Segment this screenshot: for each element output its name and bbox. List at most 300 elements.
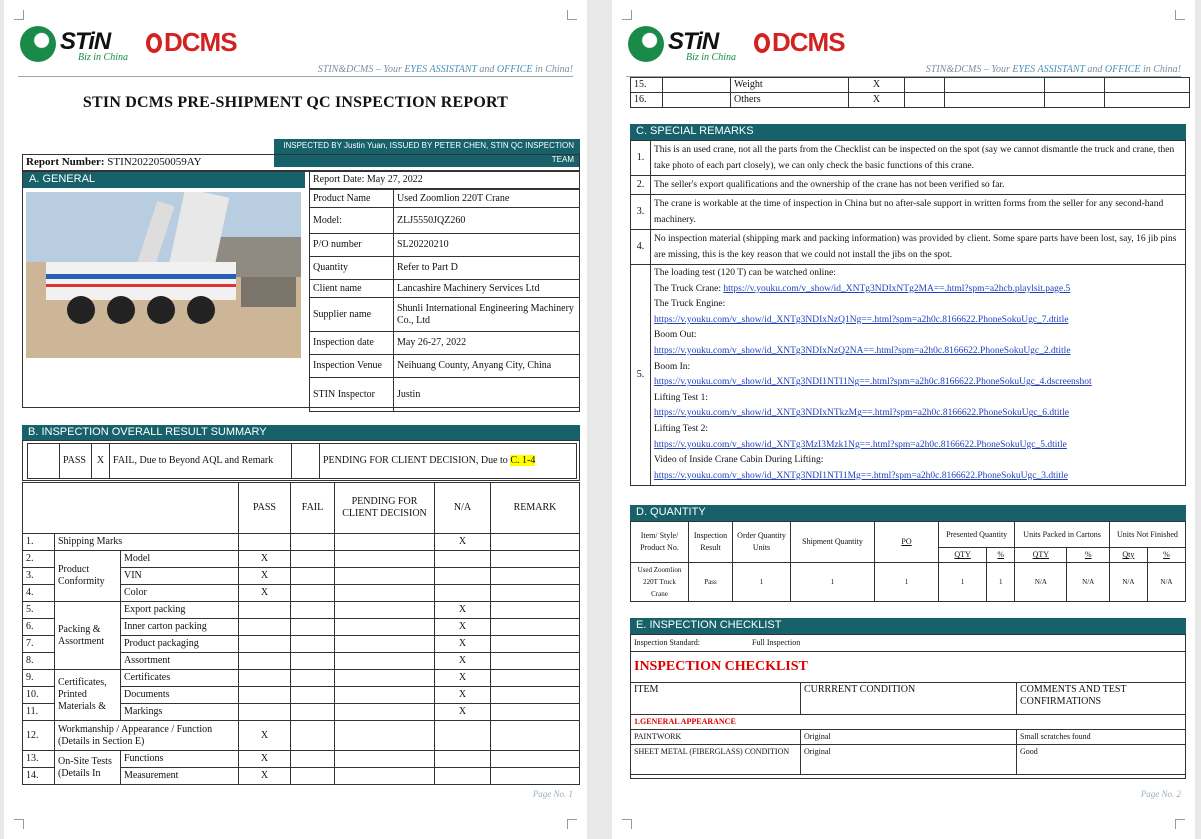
row-pass bbox=[239, 602, 291, 619]
row-pass bbox=[239, 619, 291, 636]
row-fail bbox=[905, 93, 945, 108]
row-fail bbox=[905, 78, 945, 93]
section-b-header: B. INSPECTION OVERALL RESULT SUMMARY bbox=[22, 425, 580, 440]
header-pending: PENDING FOR CLIENT DECISION bbox=[335, 483, 435, 534]
brand-biz: Biz in China bbox=[686, 52, 737, 63]
row-pass: X bbox=[849, 78, 905, 93]
qty-sub-qty: QTY bbox=[939, 548, 987, 563]
checklist-header-item: ITEM bbox=[631, 683, 801, 715]
general-row bbox=[310, 355, 580, 378]
summary-fail: FAIL, Due to Beyond AQL and Remark bbox=[110, 444, 292, 479]
section-c-header: C. SPECIAL REMARKS bbox=[630, 124, 1186, 140]
row-remark bbox=[491, 768, 580, 785]
hook-icon bbox=[146, 33, 162, 53]
row-remark bbox=[491, 602, 580, 619]
row-pass bbox=[239, 704, 291, 721]
video-link[interactable]: https://v.youku.com/v_show/id_XNTg3NDIxNTg2MA==.html?spm=a2hcb.playlsit.page.5 bbox=[723, 283, 1071, 294]
general-label: Product Name bbox=[310, 190, 394, 208]
qty-header-shipment: Shipment Quantity bbox=[791, 522, 875, 563]
margin-mark bbox=[14, 819, 24, 829]
row-na bbox=[435, 768, 491, 785]
row-no: 10. bbox=[23, 687, 55, 704]
remark-line bbox=[654, 438, 1182, 454]
general-row bbox=[310, 332, 580, 355]
margin-mark bbox=[622, 10, 632, 20]
general-row bbox=[310, 190, 580, 208]
qty-sub-pct: % bbox=[1067, 548, 1109, 563]
report-page-2 bbox=[612, 0, 1195, 839]
inspection-standard: Full Inspection bbox=[752, 638, 801, 647]
row-group bbox=[663, 93, 731, 108]
stin-dcms-logo bbox=[626, 24, 866, 66]
brand-stin: STiN bbox=[668, 28, 719, 55]
remark-text: This is an used crane, not all the parts from the Checklist can be inspected on the spot (say we cannot dismantle the truck and crane, then take photo of each part closely), we can only check the basic functions of this crane. bbox=[651, 141, 1186, 176]
video-link[interactable]: https://v.youku.com/v_show/id_XNTg3NDIxNTkzMg==.html?spm=a2h0c.8166622.PhoneSokuUgc_6.dtitle bbox=[654, 408, 1069, 419]
brand-dcms-text: DCMS bbox=[164, 27, 237, 57]
row-pending bbox=[335, 568, 435, 585]
row-item: Workmanship / Appearance / Function (Details in Section E) bbox=[55, 721, 239, 751]
row-no: 3. bbox=[23, 568, 55, 585]
row-fail bbox=[291, 687, 335, 704]
row-na: X bbox=[435, 619, 491, 636]
row-fail bbox=[291, 619, 335, 636]
general-value: May 26-27, 2022 bbox=[394, 332, 580, 355]
qty-header-item: Item/ Style/ Product No. bbox=[631, 522, 689, 563]
row-na bbox=[1045, 78, 1105, 93]
row-remark bbox=[491, 653, 580, 670]
row-pending bbox=[945, 93, 1045, 108]
qty-presented-qty: 1 bbox=[939, 563, 987, 602]
row-pending bbox=[335, 687, 435, 704]
row-remark bbox=[1105, 78, 1190, 93]
row-no: 16. bbox=[631, 93, 663, 108]
general-label: Supplier name bbox=[310, 298, 394, 332]
row-item: Functions bbox=[121, 751, 239, 768]
remark-videos bbox=[651, 265, 1186, 486]
remark-text: The seller's export qualifications and the ownership of the crane has not been verified so far. bbox=[651, 176, 1186, 195]
row-item: Certificates bbox=[121, 670, 239, 687]
general-appearance-heading: 1.GENERAL APPEARANCE bbox=[631, 715, 1186, 730]
qty-packed-pct: N/A bbox=[1067, 563, 1109, 602]
stin-dcms-logo bbox=[18, 24, 258, 66]
result-header-row bbox=[23, 483, 580, 534]
qty-header-notfinished: Units Not Finished bbox=[1109, 522, 1185, 548]
quantity-table bbox=[630, 521, 1186, 602]
row-fail bbox=[291, 551, 335, 568]
brand-dcms bbox=[146, 27, 237, 58]
row-na: X bbox=[435, 636, 491, 653]
row-pass: X bbox=[239, 585, 291, 602]
row-pending bbox=[335, 653, 435, 670]
hook-icon bbox=[754, 33, 770, 53]
divider bbox=[630, 651, 1186, 652]
general-value: Used Zoomlion 220T Crane bbox=[394, 190, 580, 208]
row-item: Assortment bbox=[121, 653, 239, 670]
row-item: Export packing bbox=[121, 602, 239, 619]
qty-sub-pct: % bbox=[1147, 548, 1185, 563]
general-value: Neihuang County, Anyang City, China bbox=[394, 355, 580, 378]
tagline-part: and bbox=[1084, 64, 1105, 75]
row-no: 14. bbox=[23, 768, 55, 785]
report-date: Report Date: May 27, 2022 bbox=[309, 172, 579, 189]
qty-sub-pct: % bbox=[987, 548, 1015, 563]
general-value: SL20220210 bbox=[394, 234, 580, 257]
qty-item: Used Zoomlion 220T Truck Crane bbox=[631, 563, 689, 602]
remark-row bbox=[631, 176, 1186, 195]
row-no: 4. bbox=[23, 585, 55, 602]
checklist-item: SHEET METAL (FIBERGLASS) CONDITION bbox=[631, 745, 801, 775]
row-pass: X bbox=[239, 551, 291, 568]
row-pass: X bbox=[849, 93, 905, 108]
margin-mark bbox=[14, 10, 24, 20]
section-e-header: E. INSPECTION CHECKLIST bbox=[630, 618, 1186, 634]
remark-line bbox=[654, 282, 1182, 298]
row-pass bbox=[239, 653, 291, 670]
summary-table bbox=[27, 443, 577, 479]
result-row bbox=[23, 670, 580, 687]
summary-blank bbox=[28, 444, 60, 479]
row-pass bbox=[239, 670, 291, 687]
row-fail bbox=[291, 585, 335, 602]
result-row bbox=[23, 602, 580, 619]
remark-line bbox=[654, 328, 1182, 344]
checklist-comments: Good bbox=[1017, 745, 1186, 775]
general-row bbox=[310, 280, 580, 298]
checklist-table bbox=[630, 682, 1186, 775]
general-label: P/O number bbox=[310, 234, 394, 257]
section-d-header: D. QUANTITY bbox=[630, 505, 1186, 521]
remark-row bbox=[631, 265, 1186, 486]
report-number: STIN2022050059AY bbox=[107, 156, 202, 168]
row-pending bbox=[335, 551, 435, 568]
row-item: Product packaging bbox=[121, 636, 239, 653]
video-label: Lifting Test 1: bbox=[654, 392, 709, 403]
tagline-part: and bbox=[476, 64, 497, 75]
row-pass bbox=[239, 636, 291, 653]
general-value: Justin bbox=[394, 378, 580, 412]
remark-row bbox=[631, 141, 1186, 176]
crane-photo-image bbox=[26, 192, 301, 358]
tagline-eyes: EYES ASSISTANT bbox=[404, 64, 477, 75]
row-fail bbox=[291, 602, 335, 619]
row-pass bbox=[239, 534, 291, 551]
row-item: Shipping Marks bbox=[55, 534, 239, 551]
checklist-header-comments: COMMENTS AND TEST CONFIRMATIONS bbox=[1017, 683, 1186, 715]
general-row bbox=[310, 298, 580, 332]
qty-header-presented: Presented Quantity bbox=[939, 522, 1015, 548]
general-label: Inspection Venue bbox=[310, 355, 394, 378]
video-label: Video of Inside Crane Cabin During Lifting: bbox=[654, 455, 824, 466]
remark-line bbox=[654, 406, 1182, 422]
tagline-part: STIN&DCMS – Your bbox=[925, 64, 1013, 75]
qty-header-po: PO bbox=[875, 522, 939, 563]
general-value: Shunli International Engineering Machinery Co., Ltd bbox=[394, 298, 580, 332]
row-na: X bbox=[435, 704, 491, 721]
remark-text: No inspection material (shipping mark and packing information) was provided by client. Some spare parts have been lost, say, 16 jib pins are missing, this is the key reason that we could not install the jibs on the spot. bbox=[651, 230, 1186, 265]
row-pending bbox=[945, 78, 1045, 93]
inspection-standard-label: Inspection Standard: bbox=[634, 638, 700, 647]
qty-sub-qty: Qty bbox=[1109, 548, 1147, 563]
video-link[interactable]: https://v.youku.com/v_show/id_XNTg3NDI1NTI1Mg==.html?spm=a2h0c.8166622.PhoneSokuUgc_3.dtitle bbox=[654, 470, 1068, 481]
tagline-part: STIN&DCMS – Your bbox=[317, 64, 405, 75]
row-fail bbox=[291, 704, 335, 721]
tagline-part: in China! bbox=[532, 64, 573, 75]
inspected-by-bar: INSPECTED BY Justin Yuan, ISSUED BY PETER CHEN, STIN QC INSPECTION TEAM bbox=[274, 139, 580, 167]
row-na: X bbox=[435, 653, 491, 670]
qty-header-result: Inspection Result bbox=[689, 522, 733, 563]
row-remark bbox=[491, 687, 580, 704]
row-no: 11. bbox=[23, 704, 55, 721]
qty-shipment: 1 bbox=[791, 563, 875, 602]
general-row bbox=[310, 234, 580, 257]
row-na bbox=[435, 568, 491, 585]
header-pass: PASS bbox=[239, 483, 291, 534]
margin-mark bbox=[567, 10, 577, 20]
row-no: 12. bbox=[23, 721, 55, 751]
row-fail bbox=[291, 721, 335, 751]
row-fail bbox=[291, 636, 335, 653]
brand-biz: Biz in China bbox=[78, 52, 129, 63]
pending-text: PENDING FOR CLIENT DECISION, Due to bbox=[323, 455, 511, 466]
page-number: Page No. 2 bbox=[1140, 789, 1181, 799]
row-pending bbox=[335, 670, 435, 687]
tagline-eyes: EYES ASSISTANT bbox=[1012, 64, 1085, 75]
special-remarks-table bbox=[630, 140, 1186, 486]
video-link[interactable]: https://v.youku.com/v_show/id_XNTg3MzI3Mzk1Ng==.html?spm=a2h0c.8166622.PhoneSokuUgc_5.dtitle bbox=[654, 439, 1067, 450]
remark-no: 4. bbox=[631, 230, 651, 265]
row-no: 15. bbox=[631, 78, 663, 93]
row-fail bbox=[291, 568, 335, 585]
row-pending bbox=[335, 721, 435, 751]
checklist-item: PAINTWORK bbox=[631, 730, 801, 745]
row-na: X bbox=[435, 687, 491, 704]
qty-header-packed: Units Packed in Cartons bbox=[1015, 522, 1110, 548]
row-item: Others bbox=[731, 93, 849, 108]
general-row bbox=[310, 208, 580, 234]
general-row bbox=[310, 257, 580, 280]
stin-swirl-icon bbox=[20, 26, 56, 62]
row-remark bbox=[491, 704, 580, 721]
section-a-header: A. GENERAL bbox=[23, 172, 305, 188]
row-no: 2. bbox=[23, 551, 55, 568]
general-info-table bbox=[309, 189, 580, 412]
header-na: N/A bbox=[435, 483, 491, 534]
row-remark bbox=[1105, 93, 1190, 108]
remark-line bbox=[654, 344, 1182, 360]
row-item: Measurement bbox=[121, 768, 239, 785]
report-number-label: Report Number: bbox=[26, 156, 105, 168]
checklist-header-condition: CURRRENT CONDITION bbox=[801, 683, 1017, 715]
row-pending bbox=[335, 585, 435, 602]
result-table-continued bbox=[630, 77, 1190, 108]
margin-mark bbox=[622, 819, 632, 829]
summary-pass: PASS bbox=[60, 444, 92, 479]
remark-line bbox=[654, 313, 1182, 329]
result-summary-table bbox=[22, 482, 580, 785]
row-remark bbox=[491, 585, 580, 602]
row-item: Inner carton packing bbox=[121, 619, 239, 636]
brand-dcms-text: DCMS bbox=[772, 27, 845, 57]
report-number-row bbox=[22, 154, 580, 171]
tagline bbox=[318, 64, 573, 75]
qty-presented-pct: 1 bbox=[987, 563, 1015, 602]
row-group: On-Site Tests (Details In bbox=[55, 751, 121, 785]
row-remark bbox=[491, 636, 580, 653]
qty-po: 1 bbox=[875, 563, 939, 602]
row-item: VIN bbox=[121, 568, 239, 585]
row-pass: X bbox=[239, 751, 291, 768]
row-no: 6. bbox=[23, 619, 55, 636]
header-remark: REMARK bbox=[491, 483, 580, 534]
remark-line bbox=[654, 297, 1182, 313]
row-na bbox=[435, 721, 491, 751]
general-row bbox=[310, 378, 580, 412]
row-group: Packing & Assortment bbox=[55, 602, 121, 670]
summary-pending bbox=[320, 444, 577, 479]
remark-no: 5. bbox=[631, 265, 651, 486]
row-na: X bbox=[435, 534, 491, 551]
row-na: X bbox=[435, 602, 491, 619]
row-pending bbox=[335, 768, 435, 785]
row-fail bbox=[291, 670, 335, 687]
report-page-1 bbox=[4, 0, 587, 839]
row-no: 8. bbox=[23, 653, 55, 670]
remark-row bbox=[631, 230, 1186, 265]
row-na bbox=[435, 751, 491, 768]
general-label: STIN Inspector bbox=[310, 378, 394, 412]
general-label: Model: bbox=[310, 208, 394, 234]
stin-swirl-icon bbox=[628, 26, 664, 62]
result-row bbox=[23, 721, 580, 751]
checklist-title: INSPECTION CHECKLIST bbox=[634, 659, 808, 674]
header-blank bbox=[23, 483, 239, 534]
row-fail bbox=[291, 751, 335, 768]
row-na bbox=[1045, 93, 1105, 108]
row-no: 1. bbox=[23, 534, 55, 551]
video-link[interactable]: https://v.youku.com/v_show/id_XNTg3NDI1NTI1Ng==.html?spm=a2h0c.8166622.PhoneSokuUgc_4.dscreenshot bbox=[654, 377, 1092, 388]
row-remark bbox=[491, 551, 580, 568]
row-pending bbox=[335, 636, 435, 653]
summary-blank-2 bbox=[292, 444, 320, 479]
video-label: Boom In: bbox=[654, 361, 691, 372]
row-group: Certificates, Printed Materials & bbox=[55, 670, 121, 721]
summary-x: X bbox=[92, 444, 110, 479]
row-no: 7. bbox=[23, 636, 55, 653]
row-na bbox=[435, 551, 491, 568]
remark-no: 2. bbox=[631, 176, 651, 195]
margin-mark bbox=[567, 819, 577, 829]
result-row bbox=[23, 751, 580, 768]
header-rule bbox=[18, 76, 573, 77]
general-label: Inspection date bbox=[310, 332, 394, 355]
checklist-condition: Original bbox=[801, 745, 1017, 775]
report-title: STIN DCMS PRE-SHIPMENT QC INSPECTION REPORT bbox=[82, 94, 509, 111]
tagline-office: OFFICE bbox=[496, 64, 533, 75]
qty-result: Pass bbox=[689, 563, 733, 602]
margin-mark bbox=[1175, 10, 1185, 20]
row-remark bbox=[491, 670, 580, 687]
remark-no: 3. bbox=[631, 195, 651, 230]
qty-sub-qty: QTY bbox=[1015, 548, 1067, 563]
row-pending bbox=[335, 704, 435, 721]
remark-line bbox=[654, 453, 1182, 469]
row-remark bbox=[491, 721, 580, 751]
row-pass: X bbox=[239, 568, 291, 585]
remark-row bbox=[631, 195, 1186, 230]
general-value: Lancashire Machinery Services Ltd bbox=[394, 280, 580, 298]
video-label: Lifting Test 2: bbox=[654, 423, 709, 434]
brand-stin: STiN bbox=[60, 28, 111, 55]
checklist-condition: Original bbox=[801, 730, 1017, 745]
row-item: Documents bbox=[121, 687, 239, 704]
row-item: Weight bbox=[731, 78, 849, 93]
tagline-office: OFFICE bbox=[1104, 64, 1141, 75]
qty-notfinished-qty: N/A bbox=[1109, 563, 1147, 602]
row-item: Markings bbox=[121, 704, 239, 721]
row-remark bbox=[491, 619, 580, 636]
row-remark bbox=[491, 751, 580, 768]
margin-mark bbox=[1175, 819, 1185, 829]
result-row bbox=[23, 534, 580, 551]
row-pending bbox=[335, 534, 435, 551]
result-row bbox=[23, 551, 580, 568]
tagline bbox=[926, 64, 1181, 75]
remark-line bbox=[654, 266, 1182, 282]
row-fail bbox=[291, 653, 335, 670]
brand-dcms bbox=[754, 27, 845, 58]
video-label: The loading test (120 T) can be watched online: bbox=[654, 268, 836, 278]
row-item: Color bbox=[121, 585, 239, 602]
row-group: Product Conformity bbox=[55, 551, 121, 602]
row-pending bbox=[335, 751, 435, 768]
remark-line bbox=[654, 375, 1182, 391]
qty-notfinished-pct: N/A bbox=[1147, 563, 1185, 602]
video-link[interactable]: https://v.youku.com/v_show/id_XNTg3NDIxNzQ1Ng==.html?spm=a2h0c.8166622.PhoneSokuUgc_7.dtitle bbox=[654, 314, 1069, 325]
remark-no: 1. bbox=[631, 141, 651, 176]
remark-line bbox=[654, 469, 1182, 485]
row-pending bbox=[335, 619, 435, 636]
row-pass: X bbox=[239, 768, 291, 785]
row-no: 13. bbox=[23, 751, 55, 768]
row-no: 5. bbox=[23, 602, 55, 619]
row-pending bbox=[335, 602, 435, 619]
general-value: Refer to Part D bbox=[394, 257, 580, 280]
general-label: Quantity bbox=[310, 257, 394, 280]
video-label: Boom Out: bbox=[654, 330, 697, 341]
tagline-part: in China! bbox=[1140, 64, 1181, 75]
row-no: 9. bbox=[23, 670, 55, 687]
row-na bbox=[435, 585, 491, 602]
row-pass bbox=[239, 687, 291, 704]
crane-photo bbox=[26, 192, 301, 358]
header-fail: FAIL bbox=[291, 483, 335, 534]
row-na: X bbox=[435, 670, 491, 687]
general-value: ZLJ5550JQZ260 bbox=[394, 208, 580, 234]
qty-packed-qty: N/A bbox=[1015, 563, 1067, 602]
remark-line bbox=[654, 422, 1182, 438]
row-fail bbox=[291, 768, 335, 785]
remark-line bbox=[654, 391, 1182, 407]
row-remark bbox=[491, 568, 580, 585]
pending-highlight: C. 1-4 bbox=[510, 455, 536, 466]
remark-text: The crane is workable at the time of inspection in China but no after-sale support in written forms from the seller for any second-hand machinery. bbox=[651, 195, 1186, 230]
video-label: The Truck Crane: bbox=[654, 283, 724, 294]
row-fail bbox=[291, 534, 335, 551]
video-link[interactable]: https://v.youku.com/v_show/id_XNTg3NDIxNzQ2NA==.html?spm=a2h0c.8166622.PhoneSokuUgc_2.dtitle bbox=[654, 345, 1071, 356]
row-item: Model bbox=[121, 551, 239, 568]
checklist-comments: Small scratches found bbox=[1017, 730, 1186, 745]
row-remark bbox=[491, 534, 580, 551]
